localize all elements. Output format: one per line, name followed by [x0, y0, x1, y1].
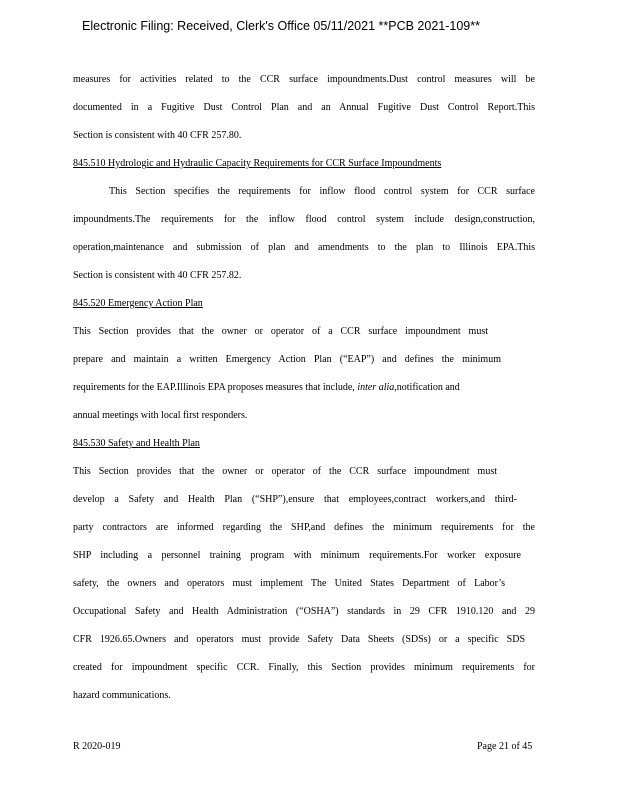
italic-term: inter alia: [357, 382, 395, 393]
page-number: Page 21 of 45: [477, 741, 533, 752]
paragraph-line: created for impoundment specific CCR. Finally, this Section provides minimum requirements for: [73, 662, 535, 673]
filing-header: Electronic Filing: Received, Clerk's Office 05/11/2021 **PCB 2021-109**: [82, 19, 480, 33]
paragraph-line: Section is consistent with 40 CFR 257.82.: [73, 270, 242, 281]
paragraph-line: documented in a Fugitive Dust Control Plan and an Annual Fugitive Dust Control Report.This: [73, 102, 535, 113]
paragraph-line: prepare and maintain a written Emergency Action Plan (“EAP”) and defines the minimum: [73, 354, 501, 365]
section-heading-845-520: 845.520 Emergency Action Plan: [73, 298, 203, 309]
paragraph-line: measures for activities related to the CCR surface impoundments.Dust control measures will be: [73, 74, 535, 85]
paragraph-line: This Section provides that the owner or operator of the CCR surface impoundment must: [73, 466, 497, 477]
paragraph-line: Occupational Safety and Health Administration (“OSHA”) standards in 29 CFR 1910.120 and 29: [73, 606, 535, 617]
paragraph-line: impoundments.The requirements for the inflow flood control system include design,construction,: [73, 214, 535, 225]
paragraph-line: SHP including a personnel training program with minimum requirements.For worker exposure: [73, 550, 521, 561]
paragraph-line: develop a Safety and Health Plan (“SHP”),ensure that employees,contract workers,and third-: [73, 494, 517, 505]
section-heading-845-510: 845.510 Hydrologic and Hydraulic Capacity Requirements for CCR Surface Impoundments: [73, 158, 442, 169]
paragraph-line: [73, 381, 535, 395]
paragraph-line: party contractors are informed regarding the SHP,and defines the minimum requirements for the: [73, 522, 535, 533]
paragraph-line: This Section specifies the requirements for inflow flood control system for CCR surface: [109, 186, 535, 197]
paragraph-line: Section is consistent with 40 CFR 257.80.: [73, 130, 242, 141]
paragraph-line: hazard communications.: [73, 690, 171, 701]
paragraph-line: annual meetings with local first responders.: [73, 410, 248, 421]
paragraph-line: This Section provides that the owner or operator of a CCR surface impoundment must: [73, 326, 488, 337]
paragraph-line: CFR 1926.65.Owners and operators must provide Safety Data Sheets (SDSs) or a specific SDS: [73, 634, 525, 645]
paragraph-line: operation,maintenance and submission of plan and amendments to the plan to Illinois EPA.This: [73, 242, 535, 253]
paragraph-line: safety, the owners and operators must implement The United States Department of Labor’s: [73, 578, 505, 589]
line-text: requirements for the EAP.Illinois EPA proposes measures that include,: [73, 382, 355, 393]
line-text: ,notification and: [394, 382, 460, 393]
section-heading-845-530: 845.530 Safety and Health Plan: [73, 438, 200, 449]
docket-number: R 2020-019: [73, 741, 121, 752]
